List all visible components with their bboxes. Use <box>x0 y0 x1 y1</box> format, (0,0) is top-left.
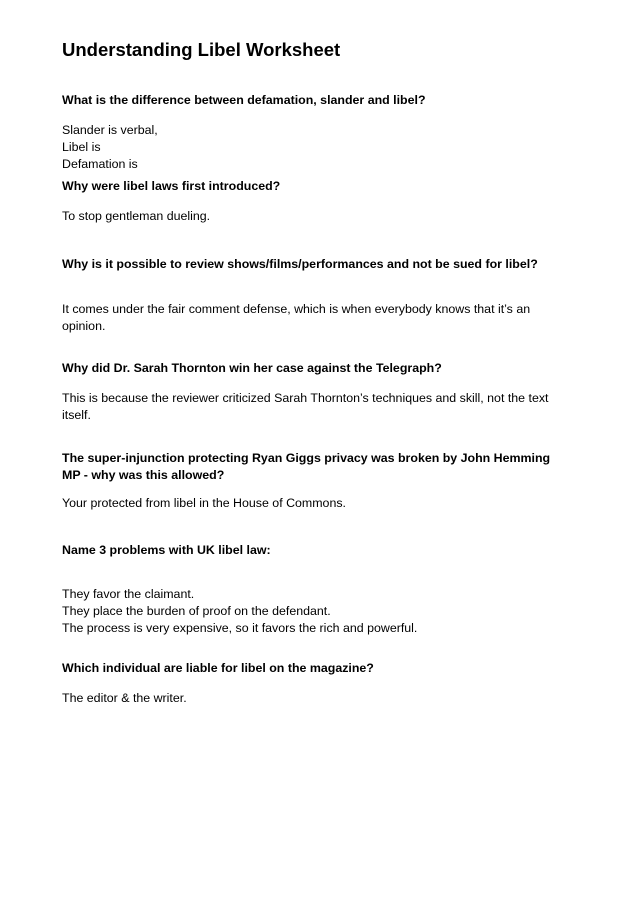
answer-6-line-2: They place the burden of proof on the defendant. <box>62 604 331 618</box>
answer-2 <box>62 208 582 225</box>
answer-3-line-1: It comes under the fair comment defense, which is when everybody knows that it’s an <box>62 302 531 316</box>
page-title: Understanding Libel Worksheet <box>62 39 341 60</box>
answer-4 <box>62 390 582 424</box>
question-6: Name 3 problems with UK libel law: <box>62 543 271 557</box>
answer-4-line-1: This is because the reviewer criticized Sarah Thornton’s techniques and skill, not the text <box>62 391 549 405</box>
answer-5-line-1: Your protected from libel in the House of Commons. <box>62 496 346 510</box>
answer-1-line-1: Slander is verbal, <box>62 123 158 137</box>
question-1: What is the difference between defamation, slander and libel? <box>62 93 426 107</box>
answer-3 <box>62 301 582 335</box>
answer-6-line-3: The process is very expensive, so it favors the rich and powerful. <box>62 621 418 635</box>
answer-5 <box>62 495 582 512</box>
answer-2-line-1: To stop gentleman dueling. <box>62 209 211 223</box>
answer-1-line-3: Defamation is <box>62 157 138 171</box>
question-3: Why is it possible to review shows/films/performances and not be sued for libel? <box>62 257 538 271</box>
question-2: Why were libel laws first introduced? <box>62 179 281 193</box>
question-5-line-2: MP - why was this allowed? <box>62 468 225 482</box>
answer-4-line-2: itself. <box>62 408 91 422</box>
question-5-line-1: The super-injunction protecting Ryan Giggs privacy was broken by John Hemming <box>62 451 551 465</box>
question-5 <box>62 450 582 484</box>
question-7: Which individual are liable for libel on the magazine? <box>62 661 374 675</box>
answer-3-line-2: opinion. <box>62 319 106 333</box>
answer-7-line-1: The editor & the writer. <box>62 691 187 705</box>
answer-6-line-1: They favor the claimant. <box>62 587 195 601</box>
answer-1 <box>62 122 582 173</box>
question-4: Why did Dr. Sarah Thornton win her case against the Telegraph? <box>62 361 442 375</box>
answer-1-line-2: Libel is <box>62 140 101 154</box>
answer-6 <box>62 586 582 637</box>
answer-7 <box>62 690 582 707</box>
